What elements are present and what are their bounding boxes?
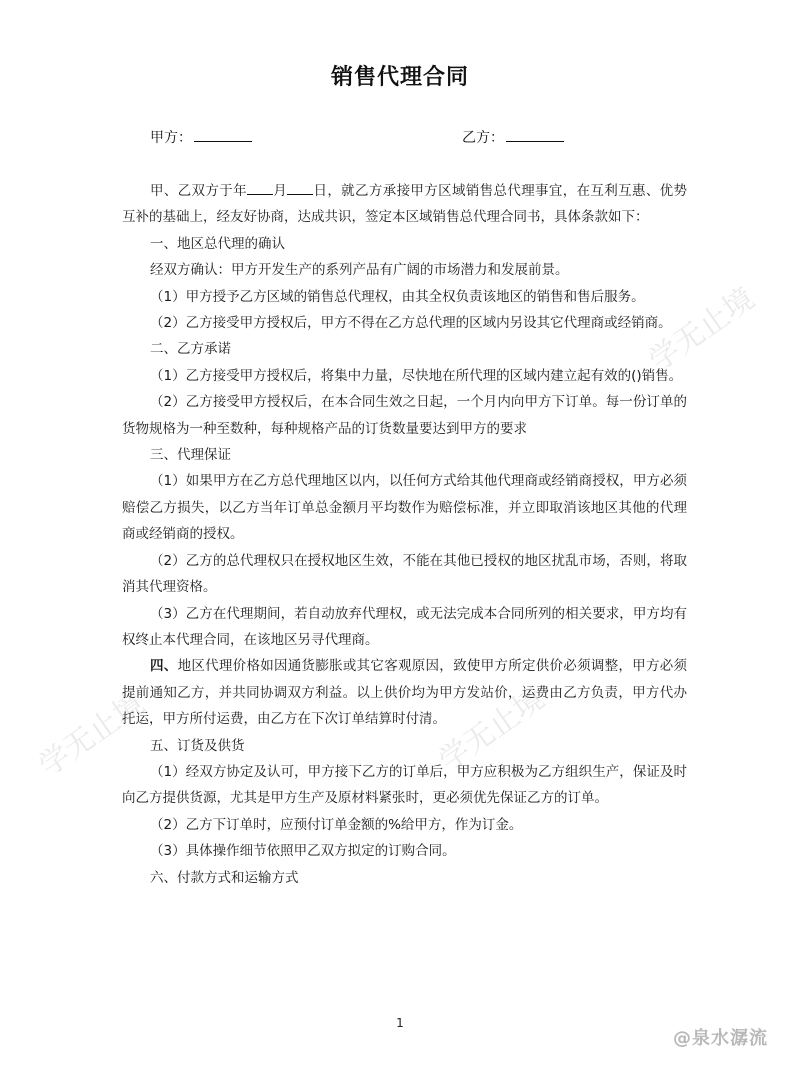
section-3-clause-1: （1）如果甲方在乙方总代理地区以内，以任何方式给其他代理商或经销商授权，甲方必须赔偿乙方损失，以乙方当年订单总金额月平均数作为赔偿标准，并立即取消该地区其他的代理商或经销商的授权。: [122, 473, 687, 543]
intro-text-1: 甲、乙双方于年: [150, 183, 247, 199]
watermark-text: 学无止境: [32, 686, 152, 784]
section-3-clause-2: （2）乙方的总代理权只在授权地区生效，不能在其他已授权的地区扰乱市场，否则，将取消其代理资格。: [122, 552, 687, 596]
page-number: 1: [396, 1016, 404, 1030]
intro-text-2: 月: [272, 183, 288, 199]
section-5-heading: 五、订货及供货: [150, 737, 245, 754]
brand-watermark: @泉水潺流: [673, 1028, 768, 1049]
party-b-blank: [506, 127, 564, 142]
intro-paragraph: [122, 178, 687, 231]
party-b-line: [462, 127, 564, 147]
section-4-paragraph: [122, 653, 687, 732]
day-blank: [287, 180, 313, 195]
intro-text-3: 日，就乙方承接甲方区域销售总代理事宜，在互利互惠、优势互补的基础上，经友好协商，达成共识，签定本区域销售总代理合同书，具体条款如下：: [122, 183, 688, 226]
party-a-label: 甲方：: [150, 130, 192, 146]
section-3-heading: 三、代理保证: [150, 447, 231, 464]
section-2-clause-2: （2）乙方接受甲方授权后，在本合同生效之日起，一个月内向甲方下订单。每一份订单的货物规格为一种至数种，每种规格产品的订货数量要达到甲方的要求: [122, 394, 687, 437]
watermark-text: 学无止境: [432, 681, 552, 779]
section-6-heading: 六、付款方式和运输方式: [150, 869, 299, 886]
section-1-paragraph: 经双方确认：甲方开发生产的系列产品有广阔的市场潜力和发展前景。: [150, 262, 569, 279]
party-a-blank: [194, 127, 252, 142]
section-4-heading: 四、: [150, 658, 178, 675]
section-3-clause-3: （3）乙方在代理期间，若自动放弃代理权，或无法完成本合同所列的相关要求，甲方均有权终止本代理合同，在该地区另寻代理商。: [122, 605, 687, 648]
section-1-heading: 一、地区总代理的确认: [150, 235, 285, 252]
month-blank: [247, 180, 273, 195]
section-2-heading: 二、乙方承诺: [150, 341, 231, 358]
section-5-clause-1: （1）经双方协定及认可，甲方接下乙方的订单后，甲方应积极为乙方组织生产，保证及时向乙方提供货源，尤其是甲方生产及原材料紧张时，更必须优先保证乙方的订单。: [122, 763, 687, 807]
section-4-text: 地区代理价格如因通货膨胀或其它客观原因，致使甲方所定供价必须调整，甲方必须提前通知乙方，并共同协调双方利益。以上供价均为甲方发站价，运费由乙方负责，甲方代办托运，甲方所付运费，由乙方在下次订单结算时付清。: [122, 658, 688, 728]
contract-body: [122, 178, 687, 891]
section-5-clause-2: （2）乙方下订单时，应预付订单金额的%给甲方，作为订金。: [150, 816, 523, 833]
section-1-clause-2: （2）乙方接受甲方授权后，甲方不得在乙方总代理的区域内另设其它代理商或经销商。: [150, 315, 672, 332]
watermark-text: 学无止境: [642, 281, 762, 379]
section-2-clause-1: （1）乙方接受甲方授权后，将集中力量，尽快地在所代理的区域内建立起有效的()销售。: [150, 367, 683, 384]
section-1-clause-1: （1）甲方授予乙方区域的销售总代理权，由其全权负责该地区的销售和售后服务。: [150, 288, 645, 305]
party-a-line: [150, 127, 252, 147]
section-5-clause-3: （3）具体操作细节依照甲乙双方拟定的订购合同。: [150, 843, 456, 860]
document-title: 销售代理合同: [330, 65, 469, 90]
party-b-label: 乙方：: [462, 130, 504, 146]
